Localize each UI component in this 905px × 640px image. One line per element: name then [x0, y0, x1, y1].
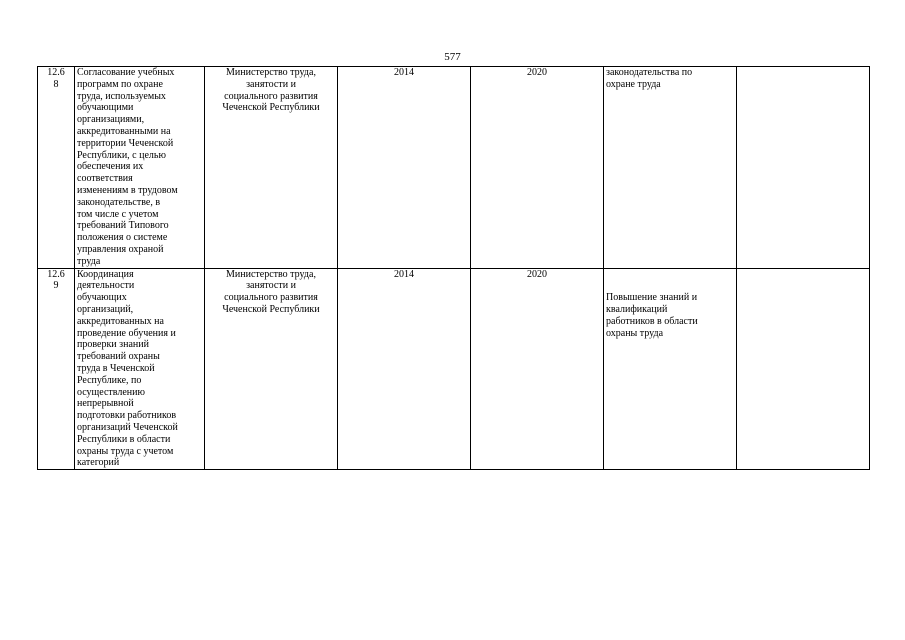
measure-title-cell [75, 67, 205, 269]
measure-title-line: аккредитованными на [77, 125, 171, 137]
expected-result-cell [604, 67, 737, 269]
measure-title-line: изменениям в трудовом [77, 184, 178, 196]
executor-line: Чеченской Республики [222, 102, 320, 114]
measure-title-line: организациями, [77, 114, 145, 126]
table-row [38, 268, 870, 470]
measure-title-line: том числе с учетом [77, 208, 159, 220]
executor-line: Министерство труда, [226, 268, 316, 280]
measure-title-line: требований охраны [77, 351, 160, 363]
expected-result-line: охране труда [606, 78, 661, 90]
measure-title-line: непрерывной [77, 398, 134, 410]
executor-cell [205, 67, 338, 269]
measure-title-line: Согласование учебных [77, 67, 175, 78]
measure-title-line: обеспечения их [77, 161, 144, 173]
end-year-cell [471, 268, 604, 470]
measure-title-line: территории Чеченской [77, 137, 174, 149]
executor-line: занятости и [246, 78, 296, 90]
measure-title-line: аккредитованных на [77, 315, 164, 327]
expected-result-line: Повышение знаний и [606, 292, 698, 304]
measure-title-line: организаций Чеченской [77, 421, 178, 433]
measure-title-cell [75, 268, 205, 470]
executor-cell [205, 268, 338, 470]
start-year: 2014 [394, 67, 414, 78]
executor-line: занятости и [246, 280, 296, 292]
end-year: 2020 [527, 268, 547, 280]
measure-title-line: обучающими [77, 102, 134, 114]
start-year-cell [338, 67, 471, 269]
measure-number-cell [38, 268, 75, 470]
measure-title-line: Республики в области [77, 433, 171, 445]
start-year: 2014 [394, 268, 414, 280]
empty-cell [737, 67, 870, 269]
end-year-cell [471, 67, 604, 269]
measure-title-line: соответствия [77, 173, 133, 185]
program-measures-table [37, 66, 870, 470]
end-year: 2020 [527, 67, 547, 78]
measure-title-line: Республики, с целью [77, 149, 166, 161]
measure-number-line: 12.6 [47, 67, 65, 78]
measure-title-line: проверки знаний [77, 339, 149, 351]
measure-title-line: труда в Чеченской [77, 362, 155, 374]
measure-title-line: Республике, по [77, 374, 142, 386]
cell-spacer [606, 269, 734, 293]
measure-title-line: законодательстве, в [77, 196, 161, 208]
expected-result-line: законодательства по [606, 67, 693, 78]
executor-line: социального развития [224, 90, 318, 102]
measure-title-line: управления охраной [77, 243, 164, 255]
expected-result-line: работников в области [606, 315, 698, 327]
measure-title-line: проведение обучения и [77, 327, 176, 339]
expected-result-cell [604, 268, 737, 470]
measure-number-cell [38, 67, 75, 269]
measure-title-line: Координация [77, 268, 134, 280]
measure-title-line: положения о системе [77, 232, 168, 244]
executor-line: социального развития [224, 292, 318, 304]
measure-number-line: 8 [53, 78, 59, 90]
empty-cell [737, 268, 870, 470]
page-number: 577 [444, 51, 461, 63]
measure-title-line: осуществлению [77, 386, 145, 398]
measure-title-line: деятельности [77, 280, 135, 292]
measure-title-line: труда, используемых [77, 90, 166, 102]
executor-line: Чеченской Республики [222, 303, 320, 315]
measure-number-line: 9 [53, 280, 59, 292]
executor-line: Министерство труда, [226, 67, 316, 78]
measure-title-line: требований Типового [77, 220, 169, 232]
measure-title-line: категорий [77, 457, 120, 469]
measure-number-line: 12.6 [47, 268, 65, 280]
expected-result-line: охраны труда [606, 327, 664, 339]
start-year-cell [338, 268, 471, 470]
measure-title-line: подготовки работников [77, 410, 177, 422]
measure-title-line: труда [77, 255, 101, 267]
measure-title-line: охраны труда с учетом [77, 445, 174, 457]
measure-title-line: обучающих [77, 292, 127, 304]
expected-result-line: квалификаций [606, 303, 668, 315]
table-row [38, 67, 870, 269]
measure-title-line: программ по охране [77, 78, 163, 90]
measure-title-line: организаций, [77, 303, 134, 315]
